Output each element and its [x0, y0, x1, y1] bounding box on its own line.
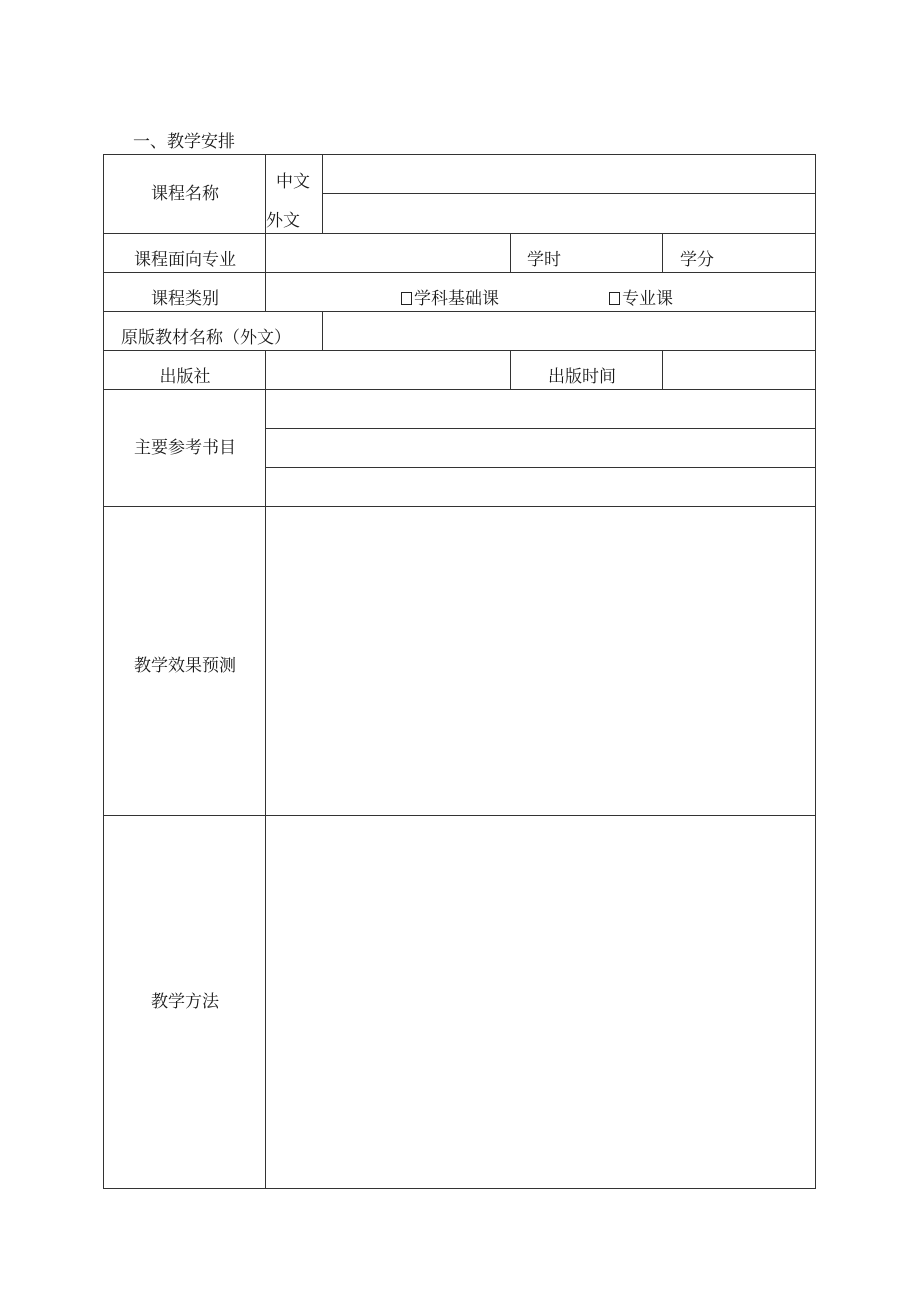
hours-field[interactable]: [511, 234, 662, 272]
publisher-label: 出版社: [159, 367, 211, 387]
method-label: 教学方法: [151, 992, 219, 1012]
textbook-field[interactable]: [323, 312, 816, 350]
references-label: 主要参考书目: [134, 438, 236, 458]
category-option-basic[interactable]: [401, 288, 499, 310]
course-name-chinese-label: 中文: [276, 172, 310, 192]
divider: [510, 350, 511, 389]
hours-label: 学时: [527, 250, 561, 270]
divider: [104, 272, 816, 273]
textbook-label: 原版教材名称（外文）: [121, 328, 291, 348]
category-option-major[interactable]: [609, 288, 673, 310]
publish-time-label: 出版时间: [548, 367, 616, 387]
teaching-arrangement-form: [103, 154, 816, 1189]
effect-label: 教学效果预测: [134, 656, 236, 676]
publisher-field[interactable]: [266, 351, 510, 389]
checkbox-icon[interactable]: [401, 292, 412, 305]
course-name-foreign-label: 外文: [266, 211, 300, 231]
reference-field-3[interactable]: [266, 468, 816, 506]
publish-time-field[interactable]: [663, 351, 816, 389]
course-name-chinese-field[interactable]: [323, 155, 816, 193]
category-option-major-label: 专业课: [622, 289, 673, 309]
effect-field[interactable]: [266, 507, 816, 815]
category-option-basic-label: 学科基础课: [414, 289, 499, 309]
credits-label: 学分: [680, 250, 714, 270]
method-field[interactable]: [266, 816, 816, 1188]
course-name-label: 课程名称: [151, 184, 219, 204]
section-title: 一、教学安排: [133, 132, 235, 152]
reference-field-1[interactable]: [266, 390, 816, 428]
reference-field-2[interactable]: [266, 429, 816, 467]
category-label: 课程类别: [151, 289, 219, 309]
checkbox-icon[interactable]: [609, 292, 620, 305]
major-label: 课程面向专业: [134, 250, 236, 270]
major-field[interactable]: [266, 234, 510, 272]
course-name-foreign-field[interactable]: [323, 194, 816, 233]
credits-field[interactable]: [663, 234, 816, 272]
